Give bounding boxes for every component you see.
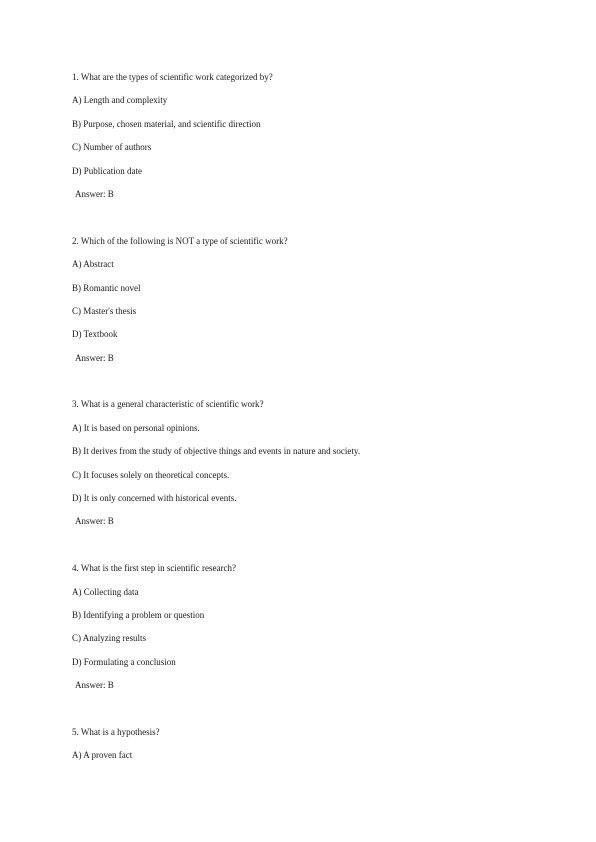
option-a: A) A proven fact bbox=[72, 750, 133, 761]
spacer bbox=[72, 704, 532, 727]
question-text: 3. What is a general characteristic of scientific work? bbox=[72, 399, 264, 410]
spacer bbox=[72, 212, 532, 235]
option-b: B) It derives from the study of objective things and events in nature and society. bbox=[72, 446, 361, 457]
option-b: B) Romantic novel bbox=[72, 282, 141, 293]
question-block bbox=[72, 399, 532, 527]
option-b: B) Identifying a problem or question bbox=[72, 609, 205, 620]
spacer bbox=[72, 376, 532, 399]
question-block bbox=[72, 727, 532, 761]
quiz-content bbox=[72, 72, 532, 774]
question-text: 2. Which of the following is NOT a type of scientific work? bbox=[72, 235, 288, 246]
option-a: A) It is based on personal opinions. bbox=[72, 422, 200, 433]
option-b: B) Purpose, chosen material, and scientific direction bbox=[72, 118, 261, 129]
option-d: D) Publication date bbox=[72, 165, 142, 176]
option-d: D) It is only concerned with historical events. bbox=[72, 493, 237, 504]
answer-text: Answer: B bbox=[75, 188, 114, 199]
option-a: A) Collecting data bbox=[72, 586, 139, 597]
option-c: C) Analyzing results bbox=[72, 633, 146, 644]
answer-text: Answer: B bbox=[75, 680, 114, 691]
option-a: A) Abstract bbox=[72, 259, 114, 270]
question-text: 1. What are the types of scientific work categorized by? bbox=[72, 72, 273, 82]
option-d: D) Textbook bbox=[72, 329, 118, 340]
option-c: C) Master's thesis bbox=[72, 305, 137, 316]
answer-text: Answer: B bbox=[75, 352, 114, 363]
spacer bbox=[72, 540, 532, 563]
question-block bbox=[72, 236, 532, 364]
option-d: D) Formulating a conclusion bbox=[72, 656, 176, 667]
question-text: 4. What is the first step in scientific research? bbox=[72, 563, 237, 574]
question-block bbox=[72, 72, 532, 200]
answer-text: Answer: B bbox=[75, 516, 114, 527]
question-text: 5. What is a hypothesis? bbox=[72, 726, 160, 737]
option-c: C) It focuses solely on theoretical concepts. bbox=[72, 469, 230, 480]
option-a: A) Length and complexity bbox=[72, 95, 168, 106]
option-c: C) Number of authors bbox=[72, 142, 152, 153]
question-block bbox=[72, 563, 532, 691]
